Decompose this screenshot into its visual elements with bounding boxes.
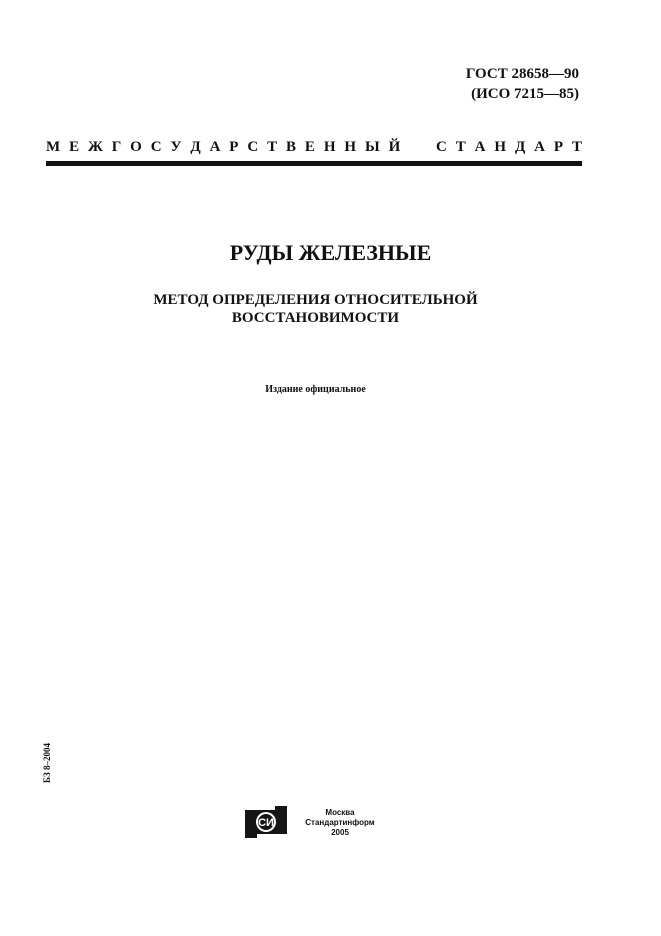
edition-label: Издание официальное — [265, 384, 366, 395]
banner-letter: У — [170, 139, 182, 155]
publisher-city: Москва — [325, 808, 355, 817]
standard-banner — [46, 139, 582, 156]
banner-letter: Н — [494, 139, 507, 155]
banner-letter: Т — [455, 139, 466, 155]
banner-letter: Н — [344, 139, 357, 155]
banner-letter: Й — [388, 139, 401, 155]
banner-rule — [46, 161, 582, 166]
banner-letter: С — [150, 139, 162, 155]
banner-letter: А — [474, 139, 486, 155]
iso-number: (ИСО 7215—85) — [471, 86, 579, 102]
publisher-logo-icon — [245, 806, 287, 838]
banner-letter: Ж — [87, 139, 103, 155]
banner-letter: Н — [323, 139, 336, 155]
document-designation — [466, 64, 579, 104]
banner-letter: Д — [190, 139, 201, 155]
publisher-name: Стандартинформ — [305, 818, 375, 827]
subtitle-line-2: ВОССТАНОВИМОСТИ — [231, 310, 400, 326]
banner-letter: О — [130, 139, 142, 155]
gost-number: ГОСТ 28658—90 — [465, 66, 579, 82]
banner-letter: А — [209, 139, 221, 155]
publisher-year: 2005 — [331, 828, 349, 837]
banner-letter: Ы — [364, 139, 380, 155]
banner-letter: Д — [514, 139, 526, 155]
banner-letter: Е — [69, 139, 80, 155]
publisher-imprint — [294, 808, 386, 838]
banner-letter: Р — [229, 139, 239, 155]
banner-word-gap — [409, 139, 427, 156]
banner-letter: В — [286, 139, 297, 155]
banner-letter: Е — [304, 139, 315, 155]
side-code-text: БЗ 8–2004 — [42, 743, 52, 783]
document-subtitle — [0, 291, 631, 327]
banner-letter: Р — [553, 139, 564, 155]
subtitle-line-1: МЕТОД ОПРЕДЕЛЕНИЯ ОТНОСИТЕЛЬНОЙ — [153, 292, 478, 308]
banner-letter: М — [46, 139, 61, 155]
banner-letter: С — [247, 139, 259, 155]
banner-letter: А — [534, 139, 546, 155]
banner-letter: Т — [571, 139, 582, 155]
side-code — [40, 738, 54, 788]
banner-letter: Г — [111, 139, 122, 155]
document-title: РУДЫ ЖЕЛЕЗНЫЕ — [229, 240, 432, 265]
publisher-logo-letters: СИ — [258, 817, 274, 829]
banner-letter: Т — [267, 139, 278, 155]
banner-letter: С — [436, 139, 447, 155]
